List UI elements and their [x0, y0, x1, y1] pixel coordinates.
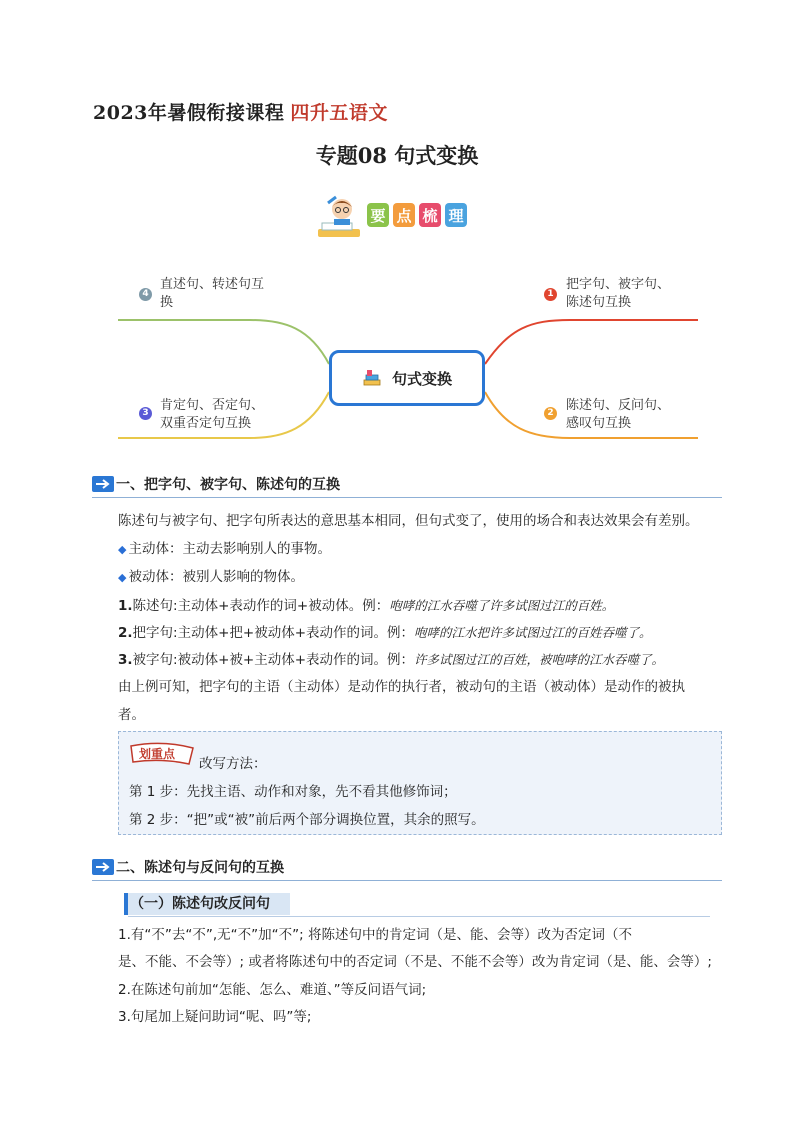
active-desc: ：主动去影响别人的事物。 — [168, 541, 331, 557]
branch-label-3 — [160, 397, 264, 433]
rule-1 — [118, 592, 728, 620]
key-points-badge — [316, 195, 496, 241]
section-2-header — [92, 855, 722, 881]
section-2-title: 二、陈述句与反问句的互换 — [116, 860, 284, 876]
rule-example: 许多试图过江的百姓，被咆哮的江水吞噬了。 — [414, 652, 665, 667]
topic-title: 专题08 句式变换 — [315, 143, 479, 168]
rule-number: 3. — [118, 652, 133, 668]
rule-text: :主动体+表动作的词+被动体。例： — [173, 598, 390, 614]
rule-term: 把字句 — [132, 625, 174, 641]
branch-line-1 — [485, 320, 698, 364]
branch-number-1: 1 — [544, 288, 557, 301]
mind-map — [110, 268, 700, 448]
tip-box — [118, 731, 722, 835]
course-subject: 四升五语文 — [290, 102, 388, 124]
rule-2 — [118, 619, 728, 647]
rewrite-method-label: 改写方法： — [199, 756, 267, 772]
section-2-item-2: 2.在陈述句前加“怎能、怎么、难道、”等反问语气词; — [118, 982, 427, 998]
section-2-item-3: 3.句尾加上疑问助词“呢、吗”等; — [118, 1009, 312, 1025]
mind-map-center-label: 句式变换 — [391, 369, 452, 388]
branch-label-line: 感叹句互换 — [566, 416, 632, 431]
branch-number-3: 3 — [139, 407, 152, 420]
section-rule — [92, 497, 722, 498]
branch-label-line: 双重否定句互换 — [160, 416, 252, 431]
course-title — [93, 98, 388, 125]
conclusion-line-1: 由上例可知，把字句的主语（主动体）是动作的执行者，被动句的主语（被动体）是动作的被执 — [118, 679, 685, 695]
active-definition — [118, 535, 728, 564]
subsection-1-title: （一）陈述句改反问句 — [124, 893, 290, 915]
rule-term: 陈述句 — [132, 598, 174, 614]
section-1-header — [92, 472, 722, 498]
badge-tiles — [367, 203, 467, 227]
course-name: 2023年暑假衔接课程 — [93, 102, 285, 124]
rule-example: 咆哮的江水把许多试图过江的百姓吞噬了。 — [414, 625, 652, 640]
conclusion-line-2: 者。 — [118, 707, 145, 723]
section-arrow-icon — [92, 476, 114, 492]
student-reading-icon — [316, 195, 366, 241]
diamond-bullet-icon: ◆ — [118, 571, 127, 584]
tip-step-2: 第 2 步：“把”或“被”前后两个部分调换位置，其余的照写。 — [129, 812, 485, 828]
section-1-title: 一、把字句、被字句、陈述句的互换 — [116, 477, 340, 493]
section-arrow-icon — [92, 859, 114, 875]
branch-number-4: 4 — [139, 288, 152, 301]
branch-label-line: 肯定句、否定句、 — [160, 398, 265, 413]
branch-number-2: 2 — [544, 407, 557, 420]
mind-map-center — [329, 350, 485, 406]
branch-label-2 — [566, 397, 670, 433]
tip-step-1: 第 1 步：先找主语、动作和对象，先不看其他修饰词； — [129, 784, 457, 800]
branch-label-1 — [566, 276, 670, 312]
rule-term: 被字句 — [132, 652, 174, 668]
branch-label-line: 陈述句互换 — [566, 295, 632, 310]
branch-label-line: 陈述句、反问句、 — [566, 398, 671, 413]
passive-term: 被动体 — [128, 569, 169, 585]
branch-label-line: 把字句、被字句、 — [566, 277, 671, 292]
rule-number: 1. — [118, 598, 133, 614]
badge-tile: 理 — [445, 203, 467, 227]
passive-definition — [118, 563, 728, 592]
section-2-item-1-line-1: 1.有“不”去“不”,无“不”加“不”; 将陈述句中的肯定词（是、能、会等）改为否定词（不 — [118, 927, 632, 943]
rule-3 — [118, 646, 728, 674]
rule-example: 咆哮的江水吞噬了许多试图过江的百姓。 — [389, 598, 615, 613]
rule-text: :被动体+被+主动体+表动作的词。例： — [173, 652, 415, 668]
key-point-badge — [127, 738, 197, 768]
diamond-bullet-icon: ◆ — [118, 543, 127, 556]
badge-tile: 梳 — [419, 203, 441, 227]
branch-label-line: 换 — [160, 295, 174, 310]
passive-desc: ：被别人影响的物体。 — [168, 569, 304, 585]
rule-number: 2. — [118, 625, 133, 641]
active-term: 主动体 — [128, 541, 169, 557]
branch-label-line: 直述句、转述句互 — [160, 277, 265, 292]
key-point-label: 划重点 — [139, 747, 176, 761]
branch-line-4 — [118, 320, 329, 364]
branch-label-4 — [160, 276, 264, 312]
books-icon — [362, 369, 382, 387]
badge-tile: 要 — [367, 203, 389, 227]
rule-text: :主动体+把+被动体+表动作的词。例： — [173, 625, 415, 641]
section-2-item-1-line-2: 是、不能、不会等）; 或者将陈述句中的否定词（不是、不能不会等）改为肯定词（是、能、会等）; — [118, 954, 712, 970]
section-1-intro: 陈述句与被字句、把字句所表达的意思基本相同，但句式变了，使用的场合和表达效果会有差别。 — [118, 513, 699, 529]
badge-tile: 点 — [393, 203, 415, 227]
section-rule — [92, 880, 722, 881]
